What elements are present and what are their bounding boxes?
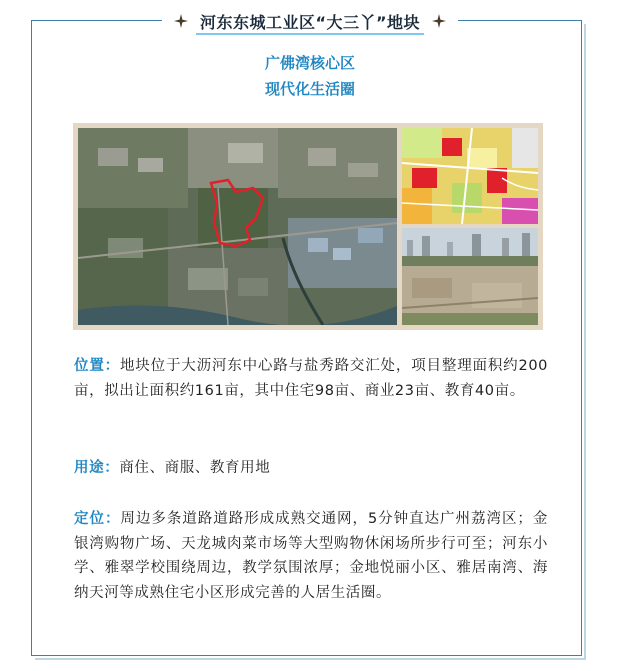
photo-panel xyxy=(73,123,543,330)
section-positioning xyxy=(74,507,548,605)
aerial-map-image xyxy=(78,128,397,325)
section-location-text: 地块位于大沥河东中心路与盐秀路交汇处，项目整理面积约200亩，拟出让面积约161亩，其中住宅98亩、商业23亩、教育40亩。 xyxy=(74,358,548,399)
zoning-map-image xyxy=(402,128,538,224)
title-bar xyxy=(0,6,620,36)
page-title xyxy=(196,10,424,33)
section-usage xyxy=(74,456,548,481)
subtitle-line-2: 现代化生活圈 xyxy=(264,80,355,98)
section-usage-text: 商住、商服、教育用地 xyxy=(119,460,271,476)
section-location xyxy=(74,354,548,403)
sparkle-star-icon xyxy=(432,14,446,28)
subtitle-line-1: 广佛湾核心区 xyxy=(264,54,355,72)
section-location-label: 位置： xyxy=(74,358,120,374)
page-title-text: 河东东城工业区“大三丫”地块 xyxy=(199,12,421,32)
section-usage-label: 用途： xyxy=(74,460,120,476)
site-photo-image xyxy=(402,228,538,325)
section-positioning-label: 定位： xyxy=(74,511,121,527)
sparkle-star-icon xyxy=(174,14,188,28)
title-plate xyxy=(162,10,458,33)
section-positioning-text: 周边多条道路道路形成成熟交通网，5分钟直达广州荔湾区；金银湾购物广场、天龙城肉菜市场等大型购物休闲场所步行可至；河东小学、雅翠学校围绕周边，教学氛围浓厚；金地悦丽小区、雅居南湾、海纳天河等成熟住宅小区形成完善的人居生活圈。 xyxy=(74,511,548,601)
